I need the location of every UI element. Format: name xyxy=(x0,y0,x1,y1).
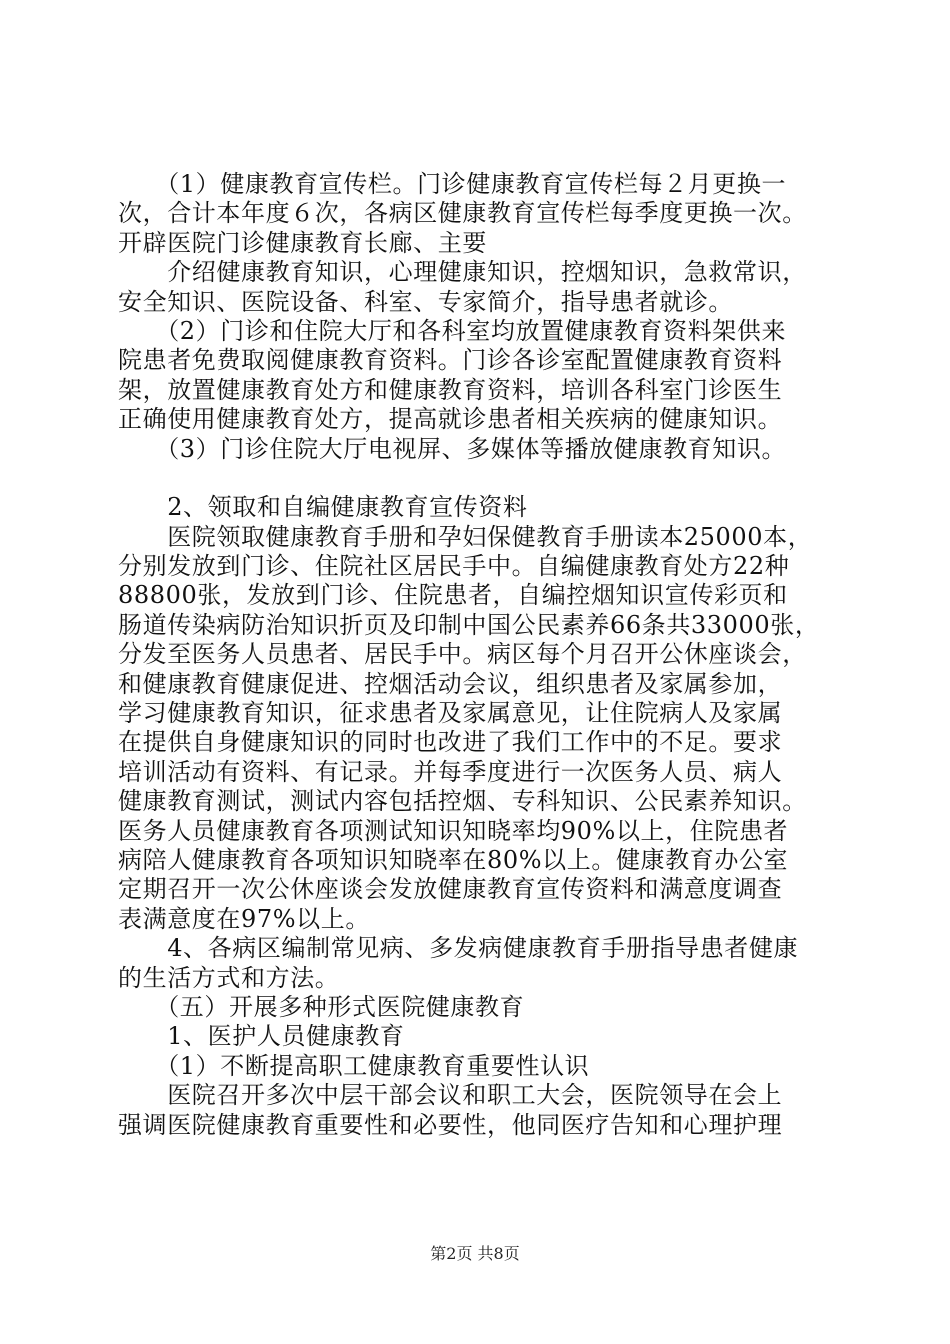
text-line: 肠道传染病防治知识折页及印制中国公民素养66条共33000张， xyxy=(118,610,820,639)
text-line: 医院召开多次中层干部会议和职工大会，医院领导在会上 xyxy=(118,1081,783,1110)
text-line: 88800张，发放到门诊、住院患者，自编控烟知识宣传彩页和 xyxy=(118,581,788,610)
text-line: 架，放置健康教育处方和健康教育资料，培训各科室门诊医生 xyxy=(118,375,783,404)
text-line: 的生活方式和方法。 xyxy=(118,963,340,992)
text-line: 培训活动有资料、有记录。并每季度进行一次医务人员、病人 xyxy=(118,757,783,786)
text-line: 学习健康教育知识，征求患者及家属意见，让住院病人及家属 xyxy=(118,699,783,728)
text-line: 正确使用健康教育处方，提高就诊患者相关疾病的健康知识。 xyxy=(118,405,783,434)
text-line: 次，合计本年度６次，各病区健康教育宣传栏每季度更换一次。 xyxy=(118,199,807,228)
text-line: 医院领取健康教育手册和孕妇保健教育手册读本25000本， xyxy=(118,522,813,551)
text-line: 定期召开一次公休座谈会发放健康教育宣传资料和满意度调查 xyxy=(118,875,783,904)
text-line: 分别发放到门诊、住院社区居民手中。自编健康教育处方22种 xyxy=(118,552,790,581)
text-line: （2）门诊和住院大厅和各科室均放置健康教育资料架供来 xyxy=(118,316,787,345)
text-line: 介绍健康教育知识，心理健康知识，控烟知识，急救常识， xyxy=(118,258,807,287)
text-line: 健康教育测试，测试内容包括控烟、专科知识、公民素养知识。 xyxy=(118,787,807,816)
text-line: 医务人员健康教育各项测试知识知晓率均90%以上，住院患者 xyxy=(118,816,789,845)
text-line: 开辟医院门诊健康教育长廊、主要 xyxy=(118,228,487,257)
text-line: 在提供自身健康知识的同时也改进了我们工作中的不足。要求 xyxy=(118,728,783,757)
text-line: （3）门诊住院大厅电视屏、多媒体等播放健康教育知识。 xyxy=(118,434,787,463)
section-heading: 2、领取和自编健康教育宣传资料 xyxy=(118,493,528,522)
text-line: 和健康教育健康促进、控烟活动会议，组织患者及家属参加， xyxy=(118,669,783,698)
text-line: 表满意度在97%以上。 xyxy=(118,904,370,933)
text-line: （1）健康教育宣传栏。门诊健康教育宣传栏每２月更换一 xyxy=(118,170,787,198)
section-heading: 1、医护人员健康教育 xyxy=(118,1022,405,1051)
section-heading: （1）不断提高职工健康教育重要性认识 xyxy=(118,1051,590,1080)
blank-line xyxy=(118,464,858,493)
text-line: 4、各病区编制常见病、多发病健康教育手册指导患者健康 xyxy=(118,934,799,963)
text-line: 安全知识、医院设备、科室、专家简介，指导患者就诊。 xyxy=(118,287,733,316)
page-number-footer: 第2页 共8页 xyxy=(430,1244,520,1263)
text-line: 院患者免费取阅健康教育资料。门诊各诊室配置健康教育资料 xyxy=(118,346,783,375)
document-body xyxy=(118,170,858,1140)
text-line: 分发至医务人员患者、居民手中。病区每个月召开公休座谈会， xyxy=(118,640,807,669)
text-line: 病陪人健康教育各项知识知晓率在80%以上。健康教育办公室 xyxy=(118,845,789,874)
section-heading: （五）开展多种形式医院健康教育 xyxy=(118,992,525,1021)
text-line: 强调医院健康教育重要性和必要性，他同医疗告知和心理护理 xyxy=(118,1110,783,1139)
